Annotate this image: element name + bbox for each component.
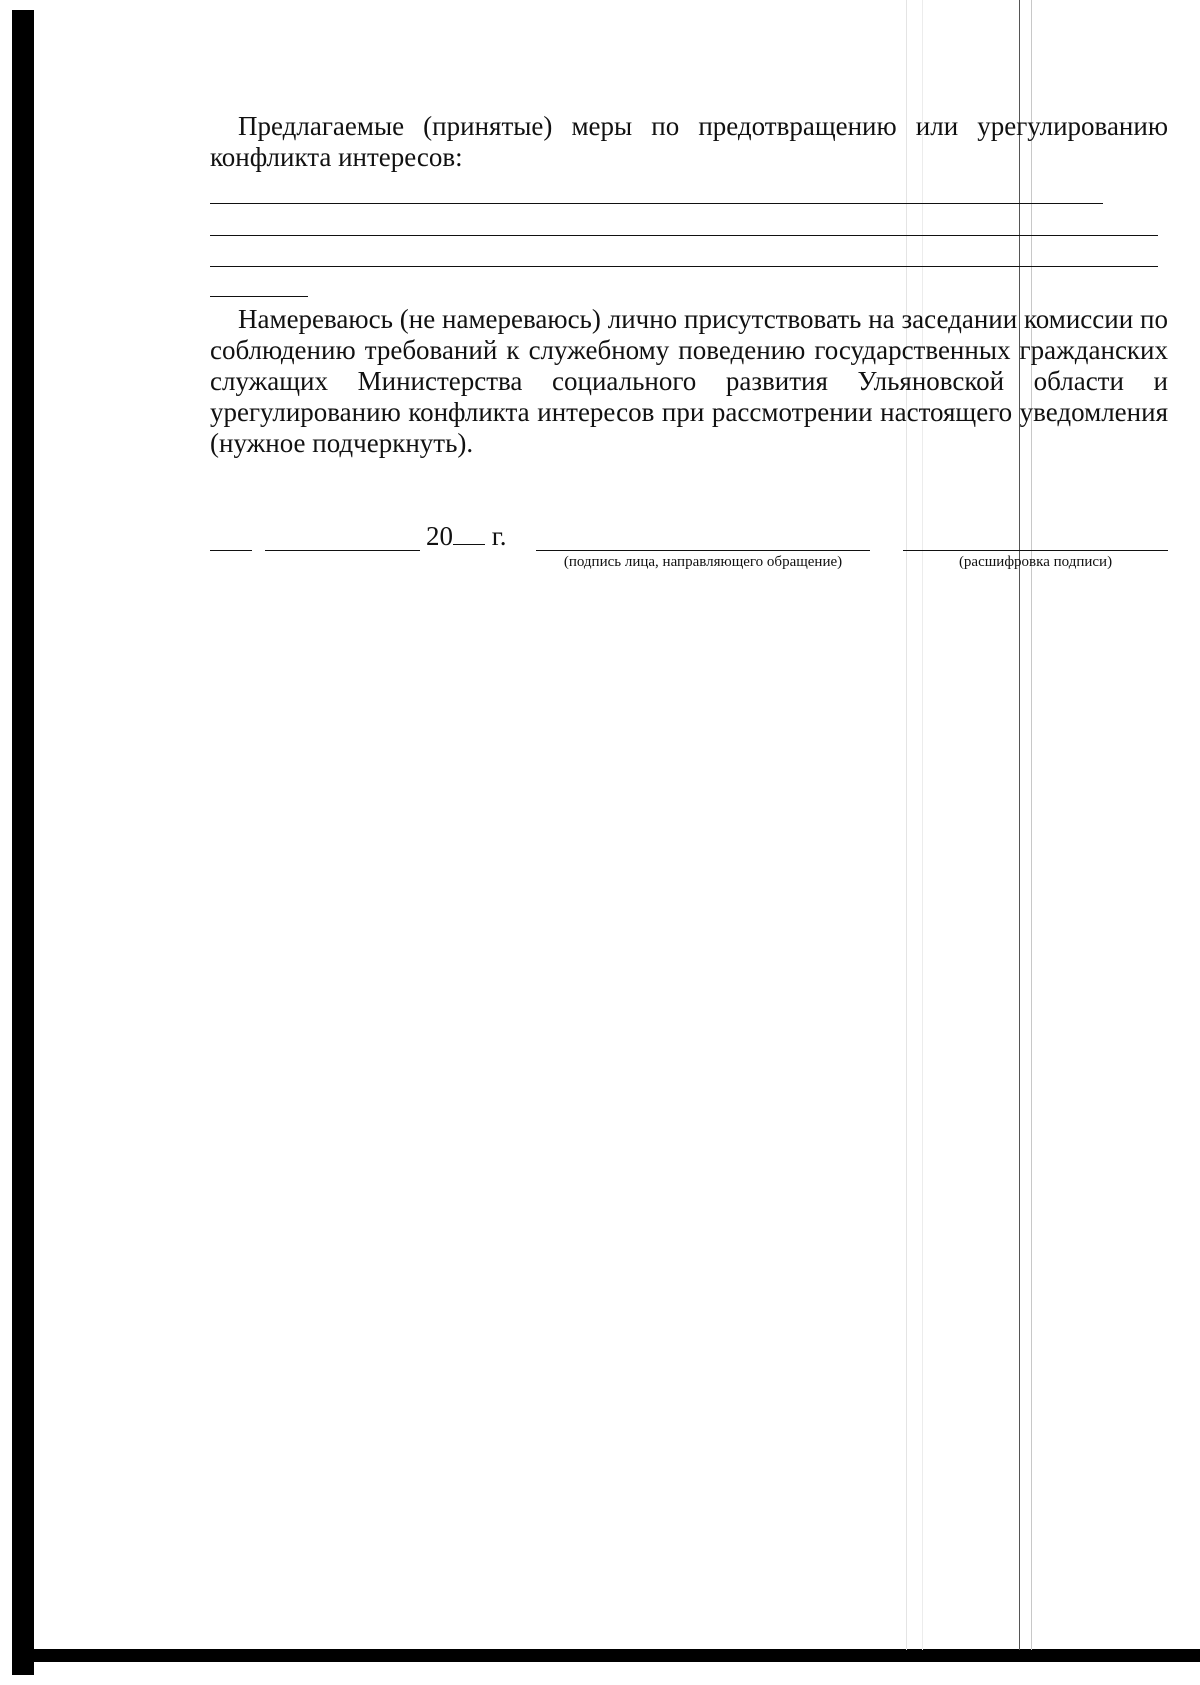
date-year [426,520,507,552]
scan-artifact-line [906,0,907,1650]
date-month-blank [265,550,420,551]
fill-in-line [210,266,1158,267]
intent-paragraph: Намереваюсь (не намереваюсь) лично присутствовать на заседании комиссии по соблюдению требований к служебному поведению государственных гражданских служащих Министерства социального развития Ульяновской области и урегулированию конфликта интересов при рассмотрении настоящего уведомления (нужное подчеркнуть). [210,304,1168,458]
fill-in-line [210,235,1158,236]
signature-decode-caption: (расшифровка подписи) [958,554,1113,570]
measures-paragraph: Предлагаемые (принятые) меры по предотвращению или урегулированию конфликта интересов: [210,111,1168,172]
scan-artifact-line [922,0,923,1650]
fill-in-line [210,203,1103,204]
date-day-blank [210,550,252,551]
date-year-suffix: г. [491,521,507,551]
date-year-prefix: 20 [426,521,453,551]
signature-caption: (подпись лица, направляющего обращение) [563,554,843,570]
signature-decode-line [903,550,1168,551]
scan-fold-line-faint [1031,0,1032,1650]
scan-edge-bottom [30,1649,1200,1662]
date-year-blank [453,520,485,545]
scan-edge-left [12,10,34,1675]
scan-fold-line [1019,0,1020,1650]
short-separator-line [210,296,308,297]
signature-line [536,550,870,551]
